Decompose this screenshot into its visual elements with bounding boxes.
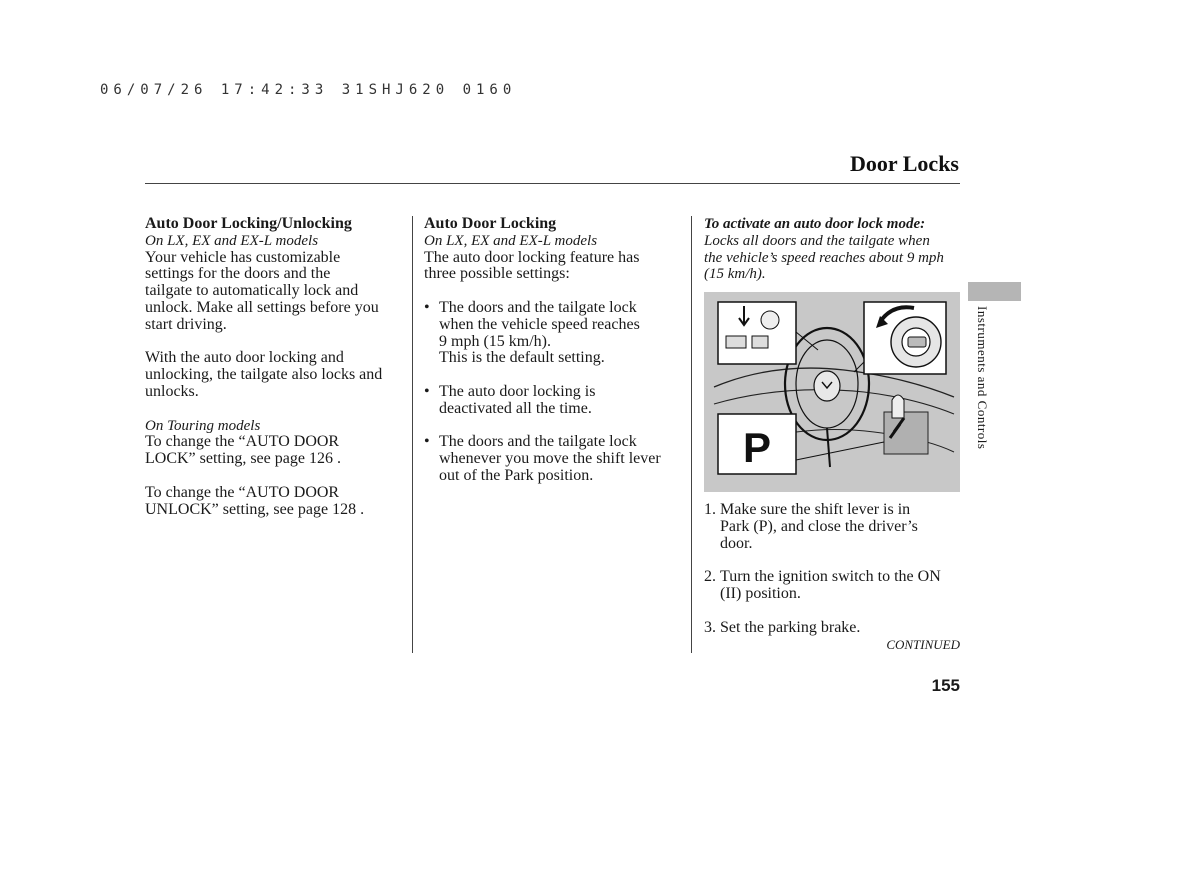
text-line: settings for the doors and the bbox=[145, 265, 331, 283]
text-line: door. bbox=[720, 534, 753, 552]
section-heading: Auto Door Locking/Unlocking bbox=[145, 215, 352, 232]
bullet-item bbox=[424, 384, 686, 418]
steps-list bbox=[704, 502, 962, 636]
step-number: 2. bbox=[704, 568, 716, 586]
section-tab[interactable] bbox=[968, 282, 1021, 301]
step-number: 3. bbox=[704, 618, 716, 636]
middle-column bbox=[424, 216, 686, 485]
text-line: This is the default setting. bbox=[439, 349, 605, 367]
page-reference[interactable]: UNLOCK” setting, see page 128 . bbox=[145, 500, 365, 518]
page-reference[interactable]: LOCK” setting, see page 126 . bbox=[145, 450, 341, 468]
step-item bbox=[704, 502, 962, 552]
model-note: On LX, EX and EX-L models bbox=[424, 232, 598, 249]
column-divider-left bbox=[412, 216, 413, 653]
text-line: Locks all doors and the tailgate when bbox=[704, 232, 930, 249]
text-line: To change the “AUTO DOOR bbox=[145, 483, 340, 501]
text-line: (15 km/h). bbox=[704, 266, 766, 283]
model-note: On LX, EX and EX-L models bbox=[145, 232, 319, 249]
text-line: unlock. Make all settings before you bbox=[145, 298, 379, 316]
bullet-icon: • bbox=[424, 298, 430, 316]
text-line: Turn the ignition switch to the ON bbox=[720, 568, 941, 586]
left-column bbox=[145, 216, 407, 518]
text-line: Park (P), and close the driver’s bbox=[720, 517, 918, 535]
text-line: (II) position. bbox=[720, 584, 801, 602]
text-line: 9 mph (15 km/h). bbox=[439, 332, 551, 350]
header-rule bbox=[145, 183, 960, 184]
bullet-item bbox=[424, 434, 686, 484]
dashboard-illustration bbox=[704, 292, 960, 492]
section-heading: To activate an auto door lock mode: bbox=[704, 216, 926, 232]
text-line: deactivated all the time. bbox=[439, 399, 592, 417]
text-line: tailgate to automatically lock and bbox=[145, 282, 359, 300]
step-number: 1. bbox=[704, 501, 716, 518]
side-tab-label: Instruments and Controls bbox=[975, 306, 990, 450]
text-line: Make sure the shift lever is in bbox=[720, 501, 911, 518]
step-item bbox=[704, 620, 962, 637]
bullet-icon: • bbox=[424, 433, 430, 451]
model-note: On Touring models bbox=[145, 417, 261, 434]
text-line: three possible settings: bbox=[424, 265, 570, 283]
print-timestamp: 06/07/26 17:42:33 31SHJ620 0160 bbox=[100, 82, 517, 98]
section-heading: Auto Door Locking bbox=[424, 215, 557, 232]
right-column bbox=[704, 216, 962, 283]
text-line: The auto door locking feature has bbox=[424, 248, 640, 266]
text-line: unlocks. bbox=[145, 382, 199, 400]
text-line: The doors and the tailgate lock bbox=[439, 433, 637, 451]
text-line: To change the “AUTO DOOR bbox=[145, 433, 340, 451]
page-number: 155 bbox=[931, 676, 960, 695]
step-item bbox=[704, 569, 962, 603]
continued-label: CONTINUED bbox=[886, 637, 960, 652]
text-line: Set the parking brake. bbox=[720, 618, 861, 636]
park-letter: P bbox=[742, 424, 772, 471]
text-line: The doors and the tailgate lock bbox=[439, 298, 637, 316]
text-line: the vehicle’s speed reaches about 9 mph bbox=[704, 249, 944, 266]
page-title: Door Locks bbox=[850, 151, 959, 176]
bullet-icon: • bbox=[424, 382, 430, 400]
text-line: whenever you move the shift lever bbox=[439, 450, 661, 468]
text-line: start driving. bbox=[145, 315, 227, 333]
text-line: Your vehicle has customizable bbox=[145, 248, 341, 266]
text-line: The auto door locking is bbox=[439, 382, 596, 400]
text-line: unlocking, the tailgate also locks and bbox=[145, 366, 383, 384]
text-line: out of the Park position. bbox=[439, 466, 594, 484]
bullet-item bbox=[424, 300, 686, 367]
text-line: when the vehicle speed reaches bbox=[439, 315, 640, 333]
illustration-svg bbox=[704, 292, 960, 492]
text-line: With the auto door locking and bbox=[145, 349, 344, 367]
column-divider-right bbox=[691, 216, 692, 653]
